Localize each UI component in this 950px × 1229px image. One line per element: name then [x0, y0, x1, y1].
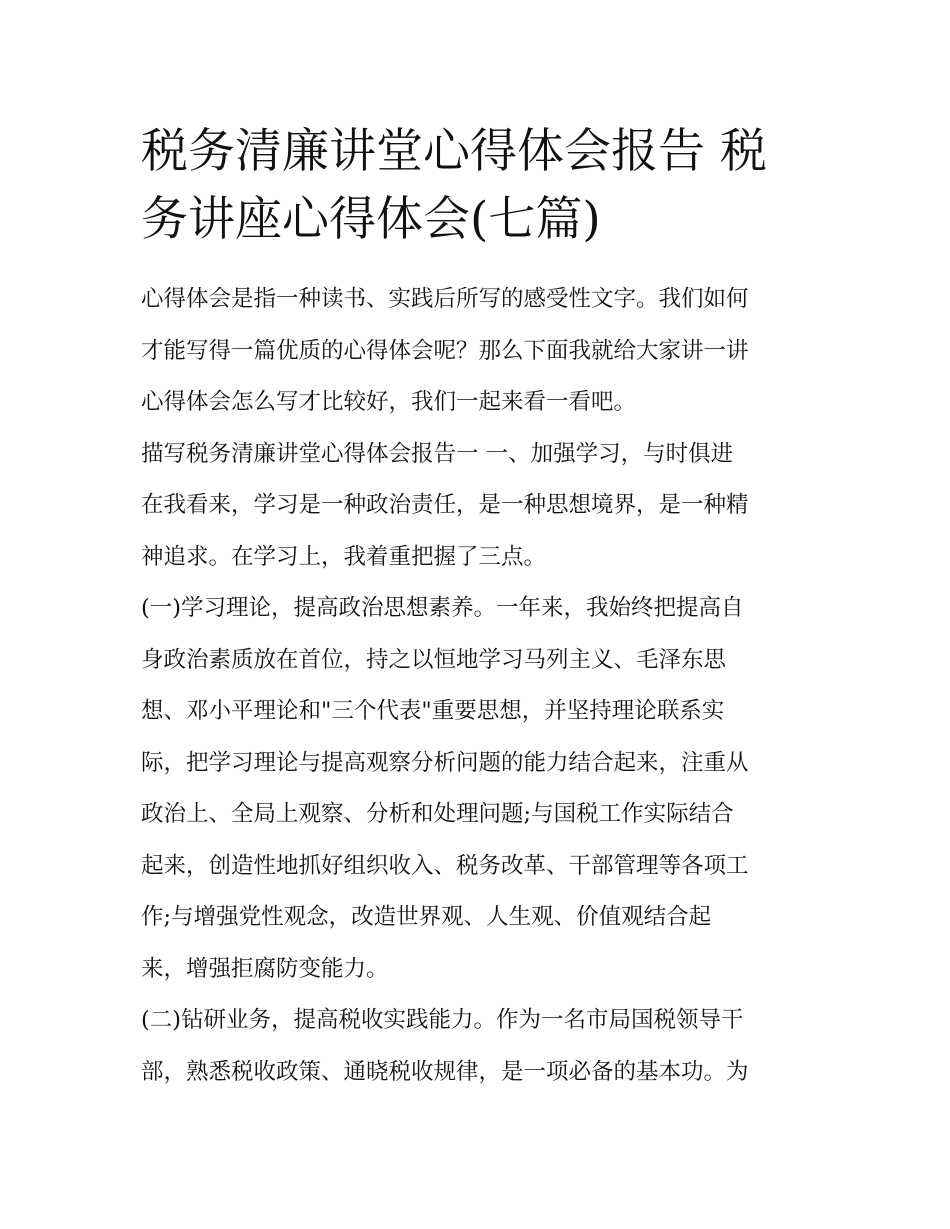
body-line: (一)学习理论，提高政治思想素养。一年来，我始终把提高自: [141, 595, 744, 621]
body-line: 在我看来，学习是一种政治责任，是一种思想境界，是一种精: [141, 492, 749, 518]
body-line: 际，把学习理论与提高观察分析问题的能力结合起来，注重从: [141, 749, 749, 776]
body-line: 想、邓小平理论和"三个代表"重要思想，并坚持理论联系实: [141, 698, 725, 724]
body-line: 心得体会怎么写才比较好，我们一起来看一看吧。: [141, 389, 637, 415]
body-line: 部，熟悉税收政策、通晓税收规律，是一项必备的基本功。为: [141, 1058, 749, 1085]
document-body: [141, 274, 813, 1098]
title-line: 税务清廉讲堂心得体会报告 税: [141, 124, 767, 179]
body-line: 描写税务清廉讲堂心得体会报告一 一、加强学习，与时俱进: [141, 440, 734, 467]
body-line: 身政治素质放在首位，持之以恒地学习马列主义、毛泽东思: [141, 646, 727, 673]
body-line: 政治上、全局上观察、分析和处理问题;与国税工作实际结合: [141, 801, 734, 827]
body-line: 来，增强拒腐防变能力。: [141, 955, 389, 982]
body-line: (二)钻研业务，提高税收实践能力。作为一名市局国税领导干: [141, 1007, 744, 1033]
body-line: 才能写得一篇优质的心得体会呢？那么下面我就给大家讲一讲: [141, 337, 749, 364]
body-line: 神追求。在学习上，我着重把握了三点。: [141, 543, 547, 570]
body-line: 心得体会是指一种读书、实践后所写的感受性文字。我们如何: [141, 286, 749, 312]
title-line: 务讲座心得体会(七篇): [141, 192, 601, 247]
body-line: 起来，创造性地抓好组织收入、税务改革、干部管理等各项工: [141, 852, 749, 879]
body-line: 作;与增强党性观念，改造世界观、人生观、价值观结合起: [141, 904, 712, 930]
document-title: [141, 118, 821, 254]
